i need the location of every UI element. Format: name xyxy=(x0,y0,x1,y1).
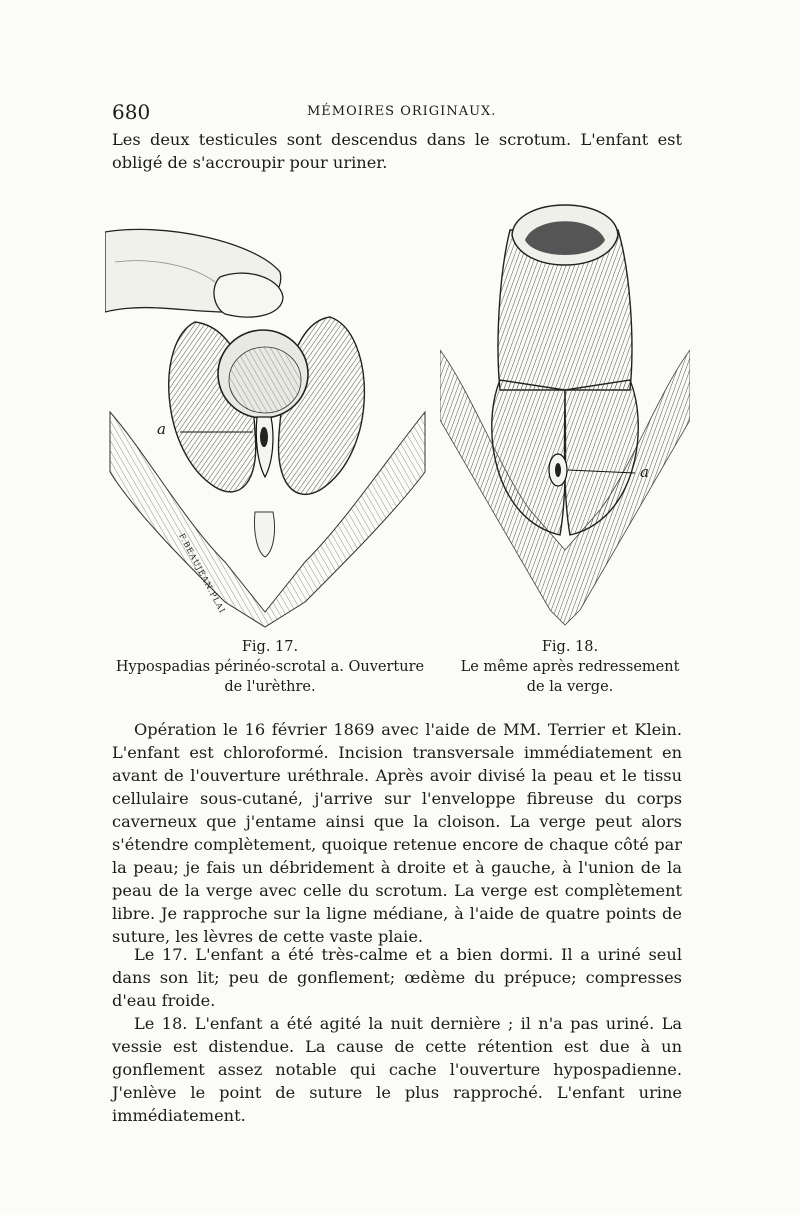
engraver-signature: F.BEAUJEAN.PLAI xyxy=(177,532,227,616)
figure-17-label-a: a xyxy=(157,420,166,438)
figure-17-illustration xyxy=(105,222,435,632)
figure-17-number: Fig. 17. xyxy=(241,639,299,655)
figure-18-illustration xyxy=(440,190,690,630)
figure-18-number: Fig. 18. xyxy=(541,639,599,655)
body-paragraph xyxy=(112,718,682,948)
figure-18-caption xyxy=(455,637,685,697)
page-number: 680 xyxy=(112,100,151,124)
figure-18-caption-text: Le même après redressement de la verge. xyxy=(460,659,680,695)
figure-17-caption xyxy=(105,637,435,697)
figure-17-caption-text: Hypospadias périnéo-scrotal a. Ouverture de l'urèthre. xyxy=(115,659,425,695)
running-title: MÉMOIRES ORIGINAUX. xyxy=(307,104,497,119)
intro-paragraph: Les deux testicules sont descendus dans le scrotum. L'enfant est obligé de s'accroupir pour uriner. xyxy=(112,130,682,172)
paragraph-text: Le 18. L'enfant a été agité la nuit dernière ; il n'a pas uriné. La vessie est distendue. La cause de cette rétention est due à un gonflement assez notable qui cache l'ouverture hypospadienne. J'enlève le point de suture le plus rapproché. L'enfant urine immédiatement. xyxy=(112,1014,682,1125)
paragraph-text: Le 17. L'enfant a été très-calme et a bien dormi. Il a uriné seul dans son lit; peu de gonflement; œdème du prépuce; compresses d'eau froide. xyxy=(112,945,682,1010)
figure-18-label-a: a xyxy=(640,463,649,481)
paragraph-text: Opération le 16 février 1869 avec l'aide de MM. Terrier et Klein. L'enfant est chloroformé. Incision transversale immédiatement en avant de l'ouverture uréthrale. Après avoir divisé la peau et le tissu cellulaire sous-cutané, j'arrive sur l'enveloppe fibreuse du corps caverneux que j'entame ainsi que la cloison. La verge peut alors s'étendre complètement, quoique retenue encore de chaque côté par la peau; je fais un débridement à droite et à gauche, à l'union de la peau de la verge avec celle du scrotum. La verge est complètement libre. Je rapproche sur la ligne médiane, à l'aide de quatre points de suture, les lèvres de cette vaste plaie. xyxy=(112,720,682,946)
page-header xyxy=(112,100,682,128)
body-paragraph xyxy=(112,1012,682,1127)
body-paragraph xyxy=(112,943,682,1012)
